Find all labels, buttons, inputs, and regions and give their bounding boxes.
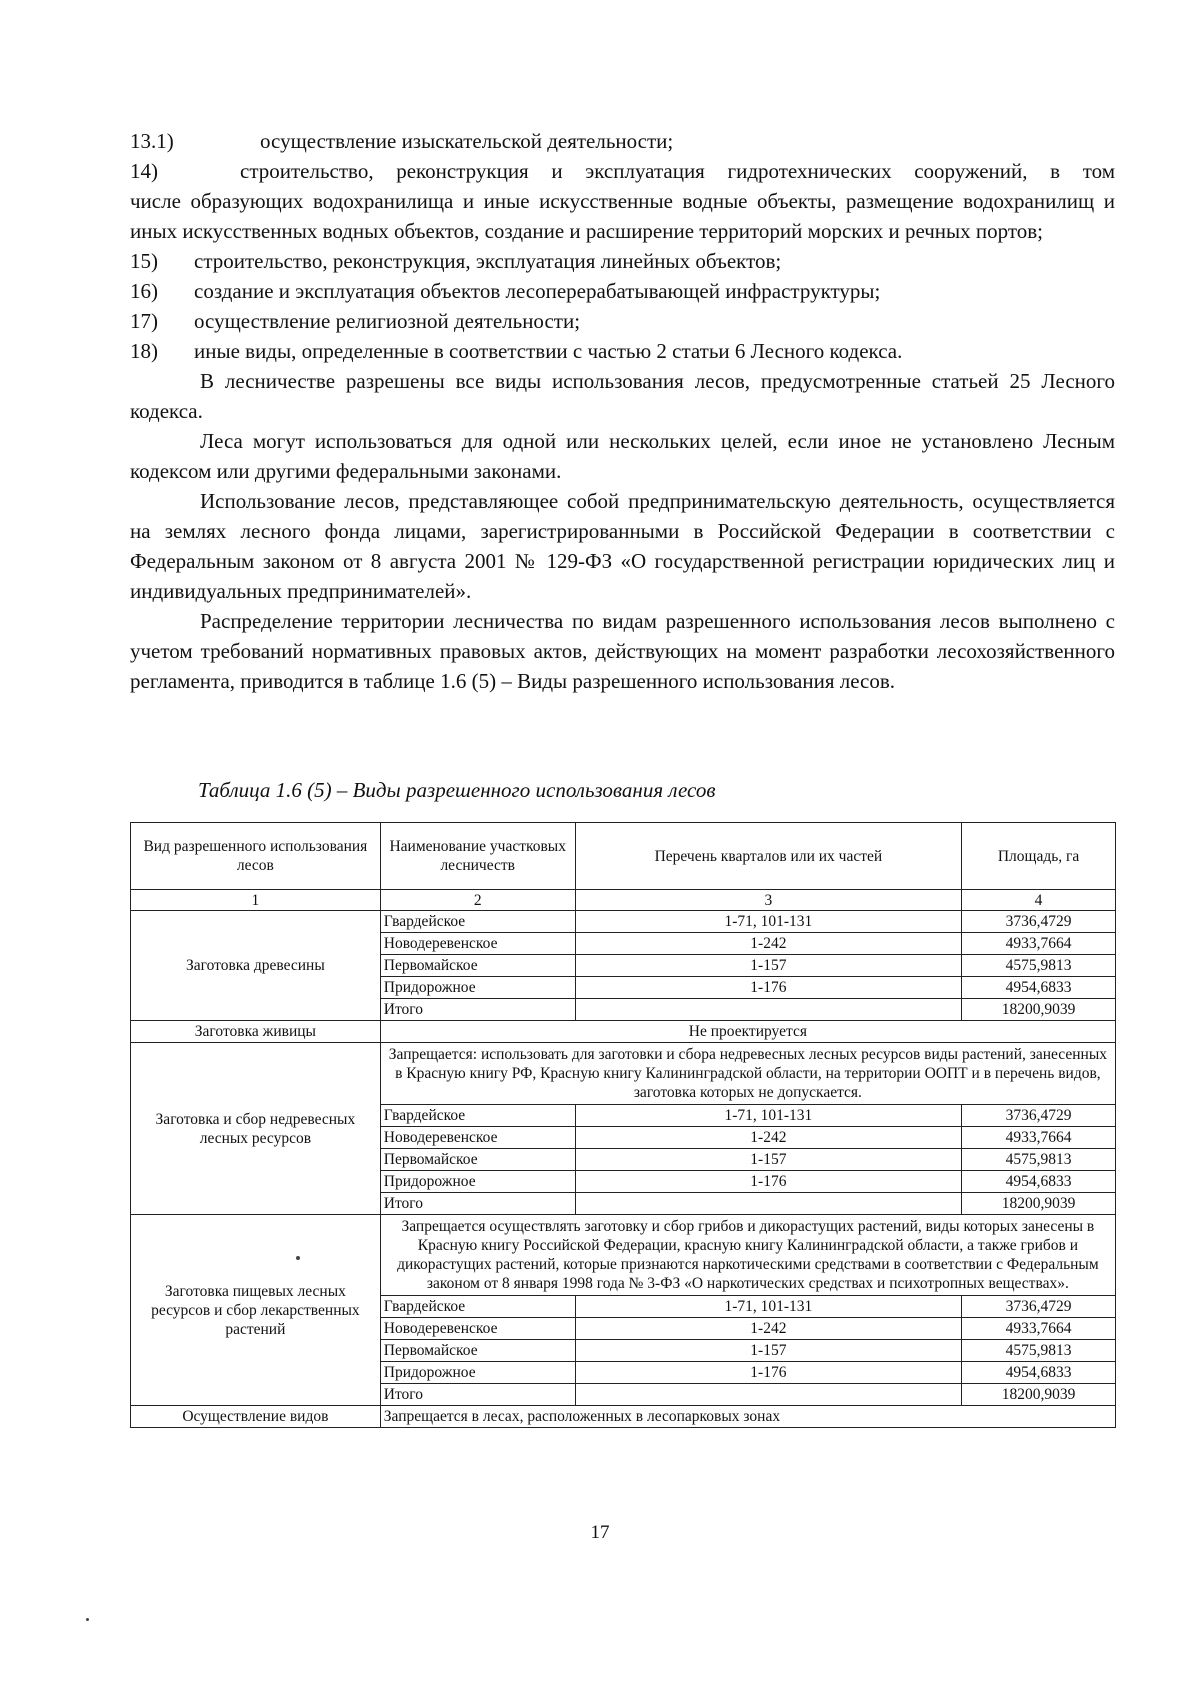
area-cell: 4954,6833 [962,1171,1116,1193]
empty-cell [575,1193,961,1215]
area-cell: 3736,4729 [962,1296,1116,1318]
list-item-17 [130,306,1115,336]
area-cell: 4954,6833 [962,977,1116,999]
table-row [131,911,1116,933]
note-row [131,1215,1116,1296]
area-cell: 4575,9813 [962,1149,1116,1171]
list-number: 18) [130,339,158,363]
forestry-cell: Новодеревенское [380,933,575,955]
quarters-cell: 1-176 [575,1362,961,1384]
paragraph: В лесничестве разрешены все виды использования лесов, предусмотренные статьей 25 Лесного кодекса. [130,369,1115,423]
forest-use-table [130,822,1116,1428]
header-cell: Вид разрешенного использования лесов [131,823,381,890]
area-cell: 3736,4729 [962,911,1116,933]
forestry-cell: Гвардейское [380,1296,575,1318]
table-caption: Таблица 1.6 (5) – Виды разрешенного использования лесов [198,778,716,802]
note-row [131,1043,1116,1105]
use-type-cell: Заготовка живицы [131,1021,381,1043]
area-cell: 4933,7664 [962,1127,1116,1149]
quarters-cell: 1-157 [575,1149,961,1171]
forestry-cell: Придорожное [380,977,575,999]
total-area: 18200,9039 [962,999,1116,1021]
table-row [131,1021,1116,1043]
use-type-cell: Заготовка пищевых лесных ресурсов и сбор лекарственных растений [131,1215,381,1406]
list-item-15 [130,246,1115,276]
list-number: 14) [130,159,158,183]
list-text: создание и эксплуатация объектов лесоперерабатывающей инфраструктуры; [194,279,881,303]
quarters-cell: 1-71, 101-131 [575,1105,961,1127]
note-cell: Запрещается осуществлять заготовку и сбор грибов и дикорастущих растений, виды которых занесены в Красную книгу Российской Федерации, красную книгу Калининградской области, а также грибов и дикорастущих растений, которые признаются наркотическими средствами в соответствии с Федеральным законом от 8 января 1998 года № 3-ФЗ «О наркотических средствах и психотропных веществах». [380,1215,1115,1296]
quarters-cell: 1-157 [575,955,961,977]
paragraph: Использование лесов, представляющее собой предпринимательскую деятельность, осуществляется на землях лесного фонда лицами, зарегистрированными в Российской Федерации в соответствии с Федеральным законом от 8 августа 2001 № 129-ФЗ «О государственной регистрации юридических лиц и индивидуальных предпринимателей». [130,489,1115,603]
header-cell: Перечень кварталов или их частей [575,823,961,890]
area-cell: 4933,7664 [962,933,1116,955]
list-text: строительство, реконструкция и эксплуатация гидротехнических сооружений, в том [240,159,1115,183]
forestry-cell: Новодеревенское [380,1318,575,1340]
quarters-cell: 1-176 [575,977,961,999]
column-number: 1 [131,890,381,911]
total-area: 18200,9039 [962,1384,1116,1406]
quarters-cell: 1-176 [575,1171,961,1193]
header-cell: Площадь, га [962,823,1116,890]
use-type-cell: Осуществление видов [131,1406,381,1428]
column-number: 2 [380,890,575,911]
body-text [130,126,1115,696]
quarters-cell: 1-242 [575,1318,961,1340]
scan-speck [86,1618,89,1621]
table-row [131,1406,1116,1428]
list-number: 16) [130,279,158,303]
forestry-cell: Новодеревенское [380,1127,575,1149]
forestry-cell: Первомайское [380,1149,575,1171]
list-number: 17) [130,309,158,333]
use-type-cell: Заготовка и сбор недревесных лесных ресурсов [131,1043,381,1215]
page-number: 17 [590,1522,610,1543]
empty-cell [575,1384,961,1406]
total-label: Итого [380,1384,575,1406]
total-label: Итого [380,1193,575,1215]
forestry-cell: Гвардейское [380,1105,575,1127]
quarters-cell: 1-157 [575,1340,961,1362]
scan-speck [296,1256,300,1260]
column-number-row [131,890,1116,911]
header-cell: Наименование участковых лесничеств [380,823,575,890]
paragraph: Распределение территории лесничества по видам разрешенного использования лесов выполнено с учетом требований нормативных правовых актов, действующих на момент разработки лесохозяйственного регламента, приводится в таблице 1.6 (5) – Виды разрешенного использования лесов. [130,609,1115,693]
forestry-cell: Первомайское [380,1340,575,1362]
empty-cell [575,999,961,1021]
area-cell: 3736,4729 [962,1105,1116,1127]
column-number: 3 [575,890,961,911]
quarters-cell: 1-71, 101-131 [575,1296,961,1318]
list-text: осуществление религиозной деятельности; [194,309,581,333]
area-cell: 4933,7664 [962,1318,1116,1340]
list-number: 13.1) [130,129,174,153]
area-cell: 4954,6833 [962,1362,1116,1384]
table-header-row [131,823,1116,890]
area-cell: 4575,9813 [962,955,1116,977]
list-item-13-1 [130,126,1115,156]
list-item-16 [130,276,1115,306]
quarters-cell: 1-71, 101-131 [575,911,961,933]
list-item-18 [130,336,1115,366]
area-cell: 4575,9813 [962,1340,1116,1362]
quarters-cell: 1-242 [575,1127,961,1149]
note-cell: Запрещается: использовать для заготовки и сбора недревесных лесных ресурсов виды растений, занесенных в Красную книгу РФ, Красную книгу Калининградской области, на территории ООПТ и в перечень видов, заготовка которых не допускается. [380,1043,1115,1105]
forestry-cell: Придорожное [380,1171,575,1193]
forestry-cell: Первомайское [380,955,575,977]
forestry-cell: Гвардейское [380,911,575,933]
list-item-14-continuation: числе образующих водохранилища и иные искусственные водные объекты, размещение водохранилищ и иных искусственных водных объектов, создание и расширение территорий морских и речных портов; [130,189,1115,243]
list-text: строительство, реконструкция, эксплуатация линейных объектов; [194,249,782,273]
forestry-cell: Придорожное [380,1362,575,1384]
use-type-cell: Заготовка древесины [131,911,381,1021]
paragraph: Леса могут использоваться для одной или нескольких целей, если иное не установлено Лесным кодексом или другими федеральными законами. [130,429,1115,483]
list-text: осуществление изыскательской деятельности; [260,129,674,153]
total-area: 18200,9039 [962,1193,1116,1215]
quarters-cell: 1-242 [575,933,961,955]
total-label: Итого [380,999,575,1021]
list-item-14 [130,156,1115,186]
note-cell: Запрещается в лесах, расположенных в лесопарковых зонах [380,1406,1115,1428]
list-number: 15) [130,249,158,273]
note-cell: Не проектируется [380,1021,1115,1043]
column-number: 4 [962,890,1116,911]
list-text: иные виды, определенные в соответствии с частью 2 статьи 6 Лесного кодекса. [194,339,903,363]
